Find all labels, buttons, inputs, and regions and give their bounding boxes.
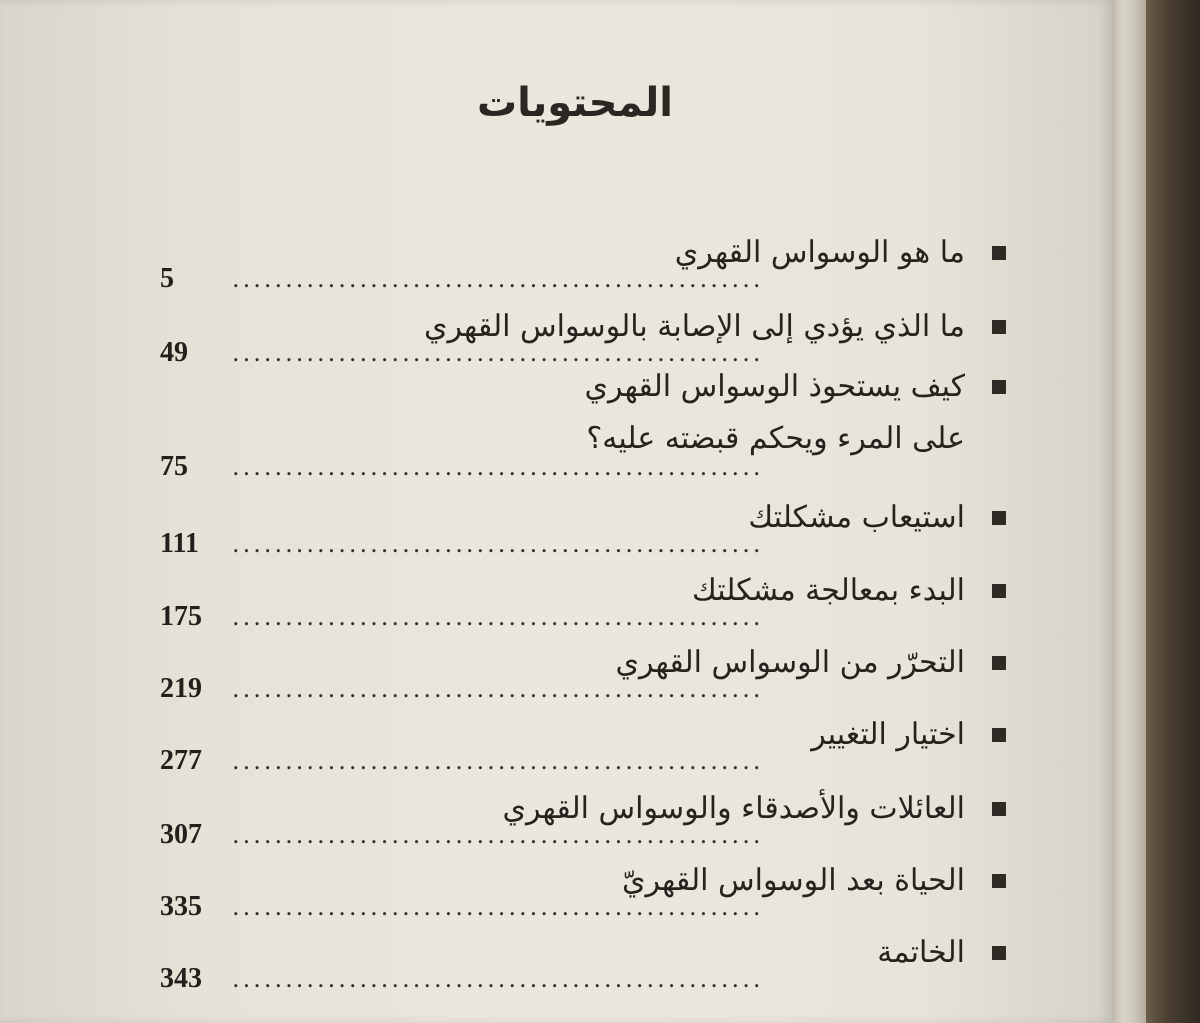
entry-title: استيعاب مشكلتك	[748, 500, 965, 535]
entry-title: العائلات والأصدقاء والوسواس القهري	[502, 791, 965, 826]
page-number: 343	[160, 963, 202, 994]
entry-title: ما الذي يؤدي إلى الإصابة بالوسواس القهري	[423, 309, 965, 344]
entry-title: اختيار التغيير	[811, 717, 965, 752]
page-number: 219	[160, 673, 202, 704]
leader-dots: ..................................................	[232, 339, 764, 367]
entry-title-continued: على المرء ويحكم قبضته عليه؟	[586, 421, 965, 456]
entry-title: كيف يستحوذ الوسواس القهري	[584, 369, 965, 404]
leader-dots: ..................................................	[232, 675, 764, 703]
page-number: 277	[160, 745, 202, 776]
leader-dots: ..................................................	[232, 821, 764, 849]
leader-dots: ..................................................	[232, 965, 764, 993]
book-cover-edge	[1146, 0, 1200, 1023]
leader-dots: ..................................................	[232, 265, 764, 293]
leader-dots: ..................................................	[232, 893, 764, 921]
page-number: 5	[160, 263, 174, 294]
leader-dots: ..................................................	[232, 603, 764, 631]
square-bullet-icon	[992, 246, 1006, 260]
entry-title: الخاتمة	[877, 935, 965, 970]
page-number: 335	[160, 891, 202, 922]
entry-title: التحرّر من الوسواس القهري	[615, 645, 965, 680]
page-number: 307	[160, 819, 202, 850]
square-bullet-icon	[992, 946, 1006, 960]
entry-title: ما هو الوسواس القهري	[674, 235, 965, 270]
square-bullet-icon	[992, 320, 1006, 334]
leader-dots: ..................................................	[232, 530, 764, 558]
page-number: 75	[160, 451, 188, 482]
page-title: المحتويات	[476, 80, 673, 126]
square-bullet-icon	[992, 802, 1006, 816]
page-edge	[1112, 0, 1146, 1023]
leader-dots: ..................................................	[232, 453, 764, 481]
square-bullet-icon	[992, 380, 1006, 394]
square-bullet-icon	[992, 656, 1006, 670]
square-bullet-icon	[992, 728, 1006, 742]
leader-dots: ..................................................	[232, 747, 764, 775]
entry-title: الحياة بعد الوسواس القهريّ	[621, 863, 965, 898]
square-bullet-icon	[992, 874, 1006, 888]
page-number: 175	[160, 601, 202, 632]
entry-title: البدء بمعالجة مشكلتك	[691, 573, 965, 608]
page-number: 49	[160, 337, 188, 368]
square-bullet-icon	[992, 584, 1006, 598]
square-bullet-icon	[992, 511, 1006, 525]
page-number: 111	[160, 528, 199, 559]
